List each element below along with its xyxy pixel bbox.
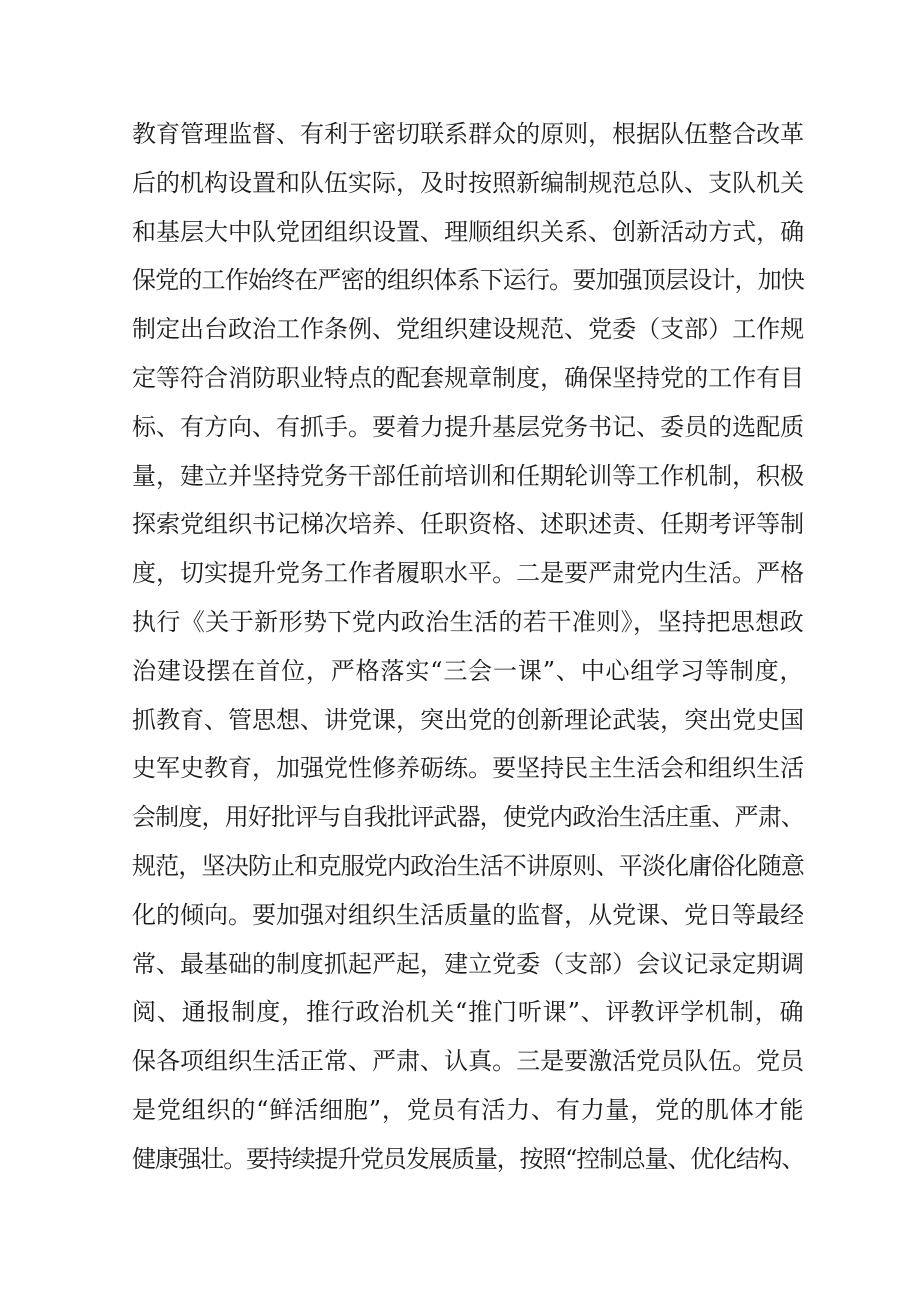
text-line: 抓教育、管思想、讲党课，突出党的创新理论武装，突出党史国	[132, 705, 804, 734]
text-line: 化的倾向。要加强对组织生活质量的监督，从党课、党日等最经	[132, 900, 804, 929]
text-line: 执行《关于新形势下党内政治生活的若干准则》，坚持把思想政	[132, 607, 804, 636]
text-line: 探索党组织书记梯次培养、任职资格、述职述责、任期考评等制	[132, 510, 804, 539]
text-line: 保党的工作始终在严密的组织体系下运行。要加强顶层设计，加快	[132, 266, 804, 295]
body-paragraph	[132, 110, 804, 1184]
text-line: 保各项组织生活正常、严肃、认真。三是要激活党员队伍。党员	[132, 1047, 804, 1076]
text-line: 史军史教育，加强党性修养砺练。要坚持民主生活会和组织生活	[132, 754, 804, 783]
text-line: 定等符合消防职业特点的配套规章制度，确保坚持党的工作有目	[132, 363, 804, 392]
text-line: 健康强壮。要持续提升党员发展质量，按照“控制总量、优化结构、	[132, 1144, 804, 1173]
text-line: 规范，坚决防止和克服党内政治生活不讲原则、平淡化庸俗化随意	[132, 851, 804, 880]
text-line: 教育管理监督、有利于密切联系群众的原则，根据队伍整合改革	[132, 120, 804, 148]
text-line: 治建设摆在首位，严格落实“三会一课”、中心组学习等制度，	[132, 656, 805, 685]
text-line: 和基层大中队党团组织设置、理顺组织关系、创新活动方式，确	[132, 217, 804, 246]
text-line: 量，建立并坚持党务干部任前培训和任期轮训等工作机制，积极	[132, 461, 804, 490]
text-line: 标、有方向、有抓手。要着力提升基层党务书记、委员的选配质	[132, 412, 804, 441]
text-line: 阅、通报制度，推行政治机关“推门听课”、评教评学机制，确	[132, 998, 805, 1027]
text-line: 度，切实提升党务工作者履职水平。二是要严肃党内生活。严格	[132, 559, 804, 588]
text-line: 制定出台政治工作条例、党组织建设规范、党委（支部）工作规	[132, 315, 804, 344]
text-line: 常、最基础的制度抓起严起，建立党委（支部）会议记录定期调	[132, 949, 804, 978]
text-line: 是党组织的“鲜活细胞”，党员有活力、有力量，党的肌体才能	[132, 1095, 805, 1124]
text-line: 会制度，用好批评与自我批评武器，使党内政治生活庄重、严肃、	[132, 803, 804, 832]
text-line: 后的机构设置和队伍实际，及时按照新编制规范总队、支队机关	[132, 168, 804, 197]
